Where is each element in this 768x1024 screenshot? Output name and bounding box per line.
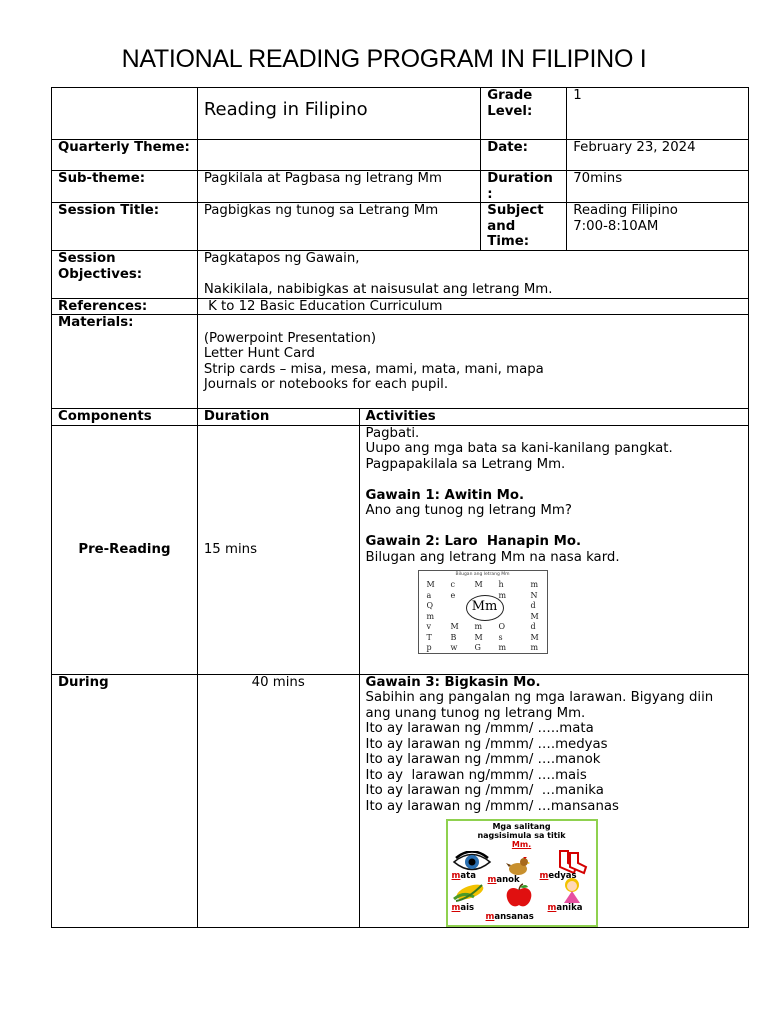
letter-hunt-letter: m: [426, 611, 435, 621]
pre-reading-line: Uupo ang mga bata sa kani-kanilang pangkat.: [365, 441, 673, 456]
mm-words-card: [446, 819, 598, 927]
subject-time-line-1: Reading Filipino: [573, 203, 678, 218]
activities-header: Activities: [359, 409, 748, 426]
letter-hunt-letter: c: [450, 580, 456, 589]
letter-hunt-letter: p: [426, 643, 432, 652]
pre-reading-line: Pagbati.: [365, 425, 420, 441]
subject-heading: Reading in Filipino: [197, 88, 480, 140]
word-medyas: medyas: [539, 871, 577, 881]
letter-hunt-letter: B: [450, 632, 457, 642]
header-blank-cell: [52, 88, 198, 140]
during-item: Ito ay larawan ng /mmm/ ….medyas: [365, 736, 608, 752]
word-mata: mata: [451, 871, 476, 881]
session-title-row: [52, 203, 749, 251]
letter-hunt-letter: w: [450, 643, 458, 652]
pre-reading-component: Pre-Reading: [52, 425, 198, 674]
during-duration: 40 mins: [197, 674, 359, 928]
corn-icon: [452, 881, 486, 903]
letter-hunt-letter: G: [474, 643, 481, 652]
materials-item: Journals or notebooks for each pupil.: [203, 377, 449, 392]
date-value: February 23, 2024: [567, 140, 749, 171]
words-card-heading-3: Mm.: [511, 840, 532, 849]
duration-header: Duration: [197, 409, 359, 426]
duration-value: 70mins: [567, 171, 749, 203]
references-label: References:: [52, 298, 198, 315]
letter-hunt-card: [418, 570, 548, 654]
duration-label: Duration :: [481, 171, 567, 203]
materials-item: (Powerpoint Presentation): [203, 330, 377, 346]
page-title: NATIONAL READING PROGRAM IN FILIPINO I: [121, 45, 647, 73]
letter-hunt-letter: M: [530, 611, 539, 621]
references-row: [52, 298, 749, 315]
letter-hunt-letter: m: [498, 590, 507, 600]
subtheme-value: Pagkilala at Pagbasa ng letrang Mm: [197, 171, 480, 203]
subtheme-row: [52, 171, 749, 203]
during-item: Ito ay larawan ng/mmm/ ….mais: [365, 767, 587, 783]
quarterly-theme-row: [52, 140, 749, 171]
letter-hunt-letter: e: [450, 590, 456, 600]
words-card-heading-1: Mga salitang: [492, 822, 551, 831]
during-intro-line-1: Sabihin ang pangalan ng mga larawan. Bigyang diin: [365, 690, 714, 705]
lesson-plan-table: [51, 87, 749, 928]
letter-hunt-letter: M: [426, 580, 435, 589]
word-mais: mais: [451, 903, 475, 913]
letter-hunt-letter: T: [426, 632, 432, 642]
word-mansanas: mansanas: [485, 912, 534, 922]
during-row: [52, 674, 749, 928]
doll-icon: [560, 877, 584, 905]
gawain-2-title: Gawain 2: Laro Hanapin Mo.: [365, 534, 582, 549]
during-intro-line-2: ang unang tunog ng letrang Mm.: [365, 705, 586, 721]
letter-hunt-letter: N: [530, 590, 538, 600]
components-header-row: [52, 409, 749, 426]
letter-hunt-letter: M: [474, 580, 483, 589]
objectives-value: [197, 251, 748, 299]
objectives-line-1: Pagkatapos ng Gawain,: [203, 251, 360, 266]
letter-hunt-letter: s: [498, 632, 503, 642]
date-label: Date:: [481, 140, 567, 171]
during-item: Ito ay larawan ng /mmm/ …manika: [365, 783, 604, 798]
pre-reading-duration: 15 mins: [197, 425, 359, 674]
components-header: Components: [52, 409, 198, 426]
session-title-label: Session Title:: [52, 203, 198, 251]
gawain-1-text: Ano ang tunog ng letrang Mm?: [365, 503, 572, 518]
letter-hunt-letter: m: [530, 643, 539, 652]
gawain-1-title: Gawain 1: Awitin Mo.: [365, 487, 525, 503]
session-title-value: Pagbigkas ng tunog sa Letrang Mm: [197, 203, 480, 251]
eye-icon: [452, 851, 492, 873]
during-item: Ito ay larawan ng /mmm/ …..mata: [365, 721, 594, 736]
letter-hunt-letter: v: [426, 622, 432, 631]
quarterly-theme-value: [197, 140, 480, 171]
gawain-2-text: Bilugan ang letrang Mm na nasa kard.: [365, 549, 620, 565]
references-value: K to 12 Basic Education Curriculum: [197, 298, 748, 315]
letter-hunt-letter: M: [530, 632, 539, 642]
objectives-label: Session Objectives:: [52, 251, 198, 299]
letter-hunt-center-label: Mm: [471, 599, 498, 614]
pre-reading-line: Pagpapakilala sa Letrang Mm.: [365, 456, 566, 472]
materials-item: Letter Hunt Card: [203, 346, 315, 361]
during-item: Ito ay larawan ng /mmm/ ….manok: [365, 752, 601, 767]
word-manok: manok: [487, 875, 520, 885]
quarterly-theme-label: Quarterly Theme:: [52, 140, 198, 171]
during-component: During: [52, 674, 198, 928]
letter-hunt-letter: a: [426, 590, 432, 600]
materials-value: [197, 315, 748, 409]
during-item: Ito ay larawan ng /mmm/ …mansanas: [365, 798, 619, 814]
letter-hunt-letter: O: [498, 622, 506, 631]
letter-hunt-letter: M: [474, 632, 483, 642]
word-manika: manika: [547, 903, 583, 913]
subject-time-value: [567, 203, 749, 251]
subtheme-label: Sub-theme:: [52, 171, 198, 203]
letter-hunt-letter: d: [530, 601, 536, 610]
objectives-row: [52, 251, 749, 299]
pre-reading-row: [52, 425, 749, 674]
letter-hunt-heading: Bilugan ang letrang Mm: [455, 572, 510, 577]
letter-hunt-letter: h: [498, 580, 504, 589]
letter-hunt-letter: d: [530, 622, 536, 631]
subject-time-label: Subject and Time:: [481, 203, 567, 251]
grade-level-value: 1: [567, 88, 749, 140]
chicken-icon: [506, 855, 530, 877]
materials-row: [52, 315, 749, 409]
apple-icon: [504, 883, 534, 909]
objectives-line-2: Nakikilala, nabibigkas at naisusulat ang letrang Mm.: [203, 282, 553, 297]
gawain-3-title: Gawain 3: Bigkasin Mo.: [365, 674, 541, 690]
header-row: [52, 88, 749, 140]
letter-hunt-letter: Q: [426, 601, 434, 610]
pre-reading-activities: [359, 425, 748, 674]
materials-item: Strip cards – misa, mesa, mami, mata, mani, mapa: [203, 361, 544, 377]
letter-hunt-letter: m: [530, 580, 539, 589]
grade-level-label: Grade Level:: [481, 88, 567, 140]
words-card-heading-2: nagsisimula sa titik: [477, 831, 566, 840]
during-activities: [359, 674, 748, 928]
letter-hunt-letter: m: [498, 643, 507, 652]
letter-hunt-letter: M: [450, 622, 459, 631]
subject-time-line-2: 7:00-8:10AM: [573, 218, 659, 234]
materials-label: Materials:: [52, 315, 198, 409]
letter-hunt-letter: m: [474, 622, 483, 631]
